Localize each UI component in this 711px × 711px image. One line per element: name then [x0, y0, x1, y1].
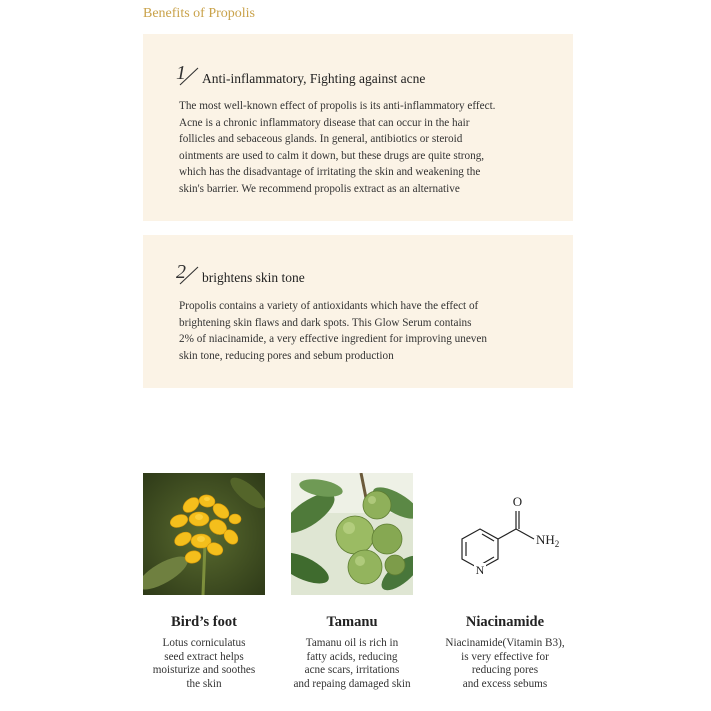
- desc-line: moisturize and soothes: [152, 664, 256, 677]
- benefit-heading-text: Anti-inflammatory, Fighting against acne: [202, 71, 426, 86]
- desc-line: fatty acids, reducing: [306, 650, 398, 663]
- benefit-body: [179, 98, 549, 198]
- svg-text:NH2: [536, 532, 559, 549]
- ingredient-name: Niacinamide: [465, 614, 545, 630]
- ingredient-birds-foot: [131, 473, 277, 691]
- ingredient-name: Tamanu: [326, 614, 378, 630]
- benefit-body: [179, 298, 549, 364]
- ingredient-description: [432, 637, 578, 691]
- amine-label: NH: [536, 532, 555, 547]
- benefit-number: 1: [176, 62, 186, 84]
- benefit-card-2: [143, 235, 573, 388]
- desc-line: and repaing damaged skin: [293, 677, 411, 690]
- benefit-heading-text: brightens skin tone: [202, 270, 305, 285]
- desc-line: acne scars, irritations: [304, 664, 400, 677]
- benefit-heading: [176, 64, 425, 88]
- desc-line: and excess sebums: [462, 677, 548, 690]
- benefit-number: 2: [176, 261, 186, 283]
- nitrogen-label: N: [475, 563, 485, 577]
- benefit-card-1: [143, 34, 573, 221]
- ingredient-niacinamide: [432, 473, 578, 691]
- tamanu-fruit-image: [291, 473, 413, 595]
- desc-line: reducing pores: [471, 664, 539, 677]
- desc-line: is very effective for: [461, 650, 549, 663]
- desc-line: Niacinamide(Vitamin B3),: [445, 637, 565, 649]
- body-line: follicles and sebaceous glands. In general, antibiotics or steroid: [179, 133, 463, 146]
- body-line: skin's barrier. We recommend propolis extract as an alternative: [179, 182, 460, 195]
- desc-line: Tamanu oil is rich in: [305, 637, 399, 649]
- ingredient-description: [279, 637, 425, 691]
- body-line: Propolis contains a variety of antioxidants which have the effect of: [179, 300, 479, 312]
- body-line: The most well-known effect of propolis is its anti-inflammatory effect.: [179, 100, 496, 112]
- desc-line: Lotus corniculatus: [162, 637, 246, 649]
- body-line: skin tone, reducing pores and sebum production: [179, 349, 394, 362]
- amine-subscript: 2: [554, 539, 560, 549]
- number-slash-icon: [176, 64, 202, 88]
- section-title: Benefits of Propolis: [143, 6, 255, 21]
- desc-line: seed extract helps: [164, 650, 244, 663]
- niacinamide-structure-diagram: [444, 473, 566, 595]
- benefit-heading: [176, 263, 305, 287]
- body-line: which has the disadvantage of irritating the skin and weakening the: [179, 166, 481, 179]
- number-slash-icon: [176, 263, 202, 287]
- body-line: Acne is a chronic inflammatory disease that can occur in the hair: [179, 116, 470, 129]
- body-line: 2% of niacinamide, a very effective ingredient for improving uneven: [179, 333, 487, 346]
- oxygen-label: O: [512, 494, 523, 509]
- ingredient-name: Bird’s foot: [171, 614, 237, 630]
- ingredient-description: [131, 637, 277, 691]
- desc-line: the skin: [186, 677, 222, 690]
- ingredient-tamanu: [279, 473, 425, 691]
- birds-foot-flower-image: [143, 473, 265, 595]
- body-line: ointments are used to calm it down, but these drugs are quite strong,: [179, 149, 485, 162]
- body-line: brightening skin flaws and dark spots. This Glow Serum contains: [179, 316, 472, 329]
